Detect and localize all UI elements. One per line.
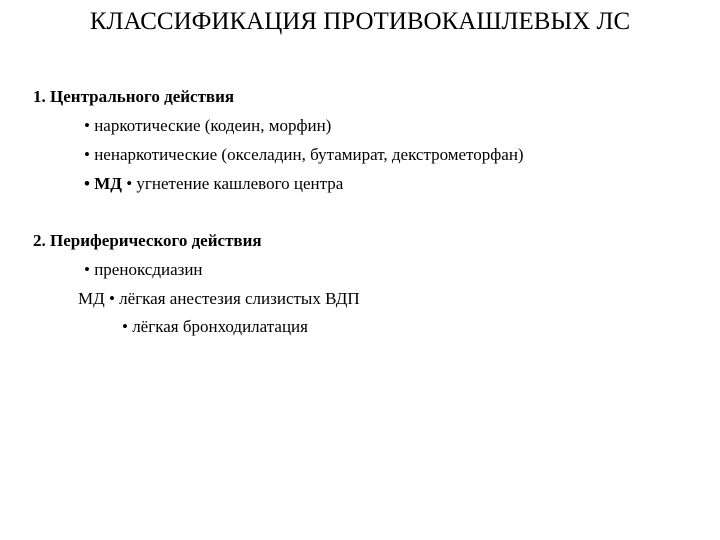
section1-heading: 1. Центрального действия: [33, 87, 235, 106]
section1-item-narcotic: • наркотические (кодеин, морфин): [84, 116, 332, 135]
section2-md-item-anesthesia: • лёгкая анестезия слизистых ВДП: [104, 289, 360, 308]
section1-md-text: • угнетение кашлевого центра: [121, 174, 344, 193]
section2-md-line: [78, 288, 360, 310]
slide-title: КЛАССИФИКАЦИЯ ПРОТИВОКАШЛЕВЫХ ЛС: [89, 8, 631, 35]
section1-md-line: [84, 173, 343, 195]
section1-md-label: • МД: [84, 174, 122, 193]
section2-md-item-bronchodilation: • лёгкая бронходилатация: [122, 317, 308, 336]
section2-item-prenoxdiazine: • преноксдиазин: [84, 260, 203, 279]
section2-heading: 2. Периферического действия: [33, 231, 262, 250]
section1-item-non-narcotic: • ненаркотические (окселадин, бутамират, декстрометорфан): [84, 145, 524, 164]
section2-md-label: МД: [78, 289, 105, 308]
